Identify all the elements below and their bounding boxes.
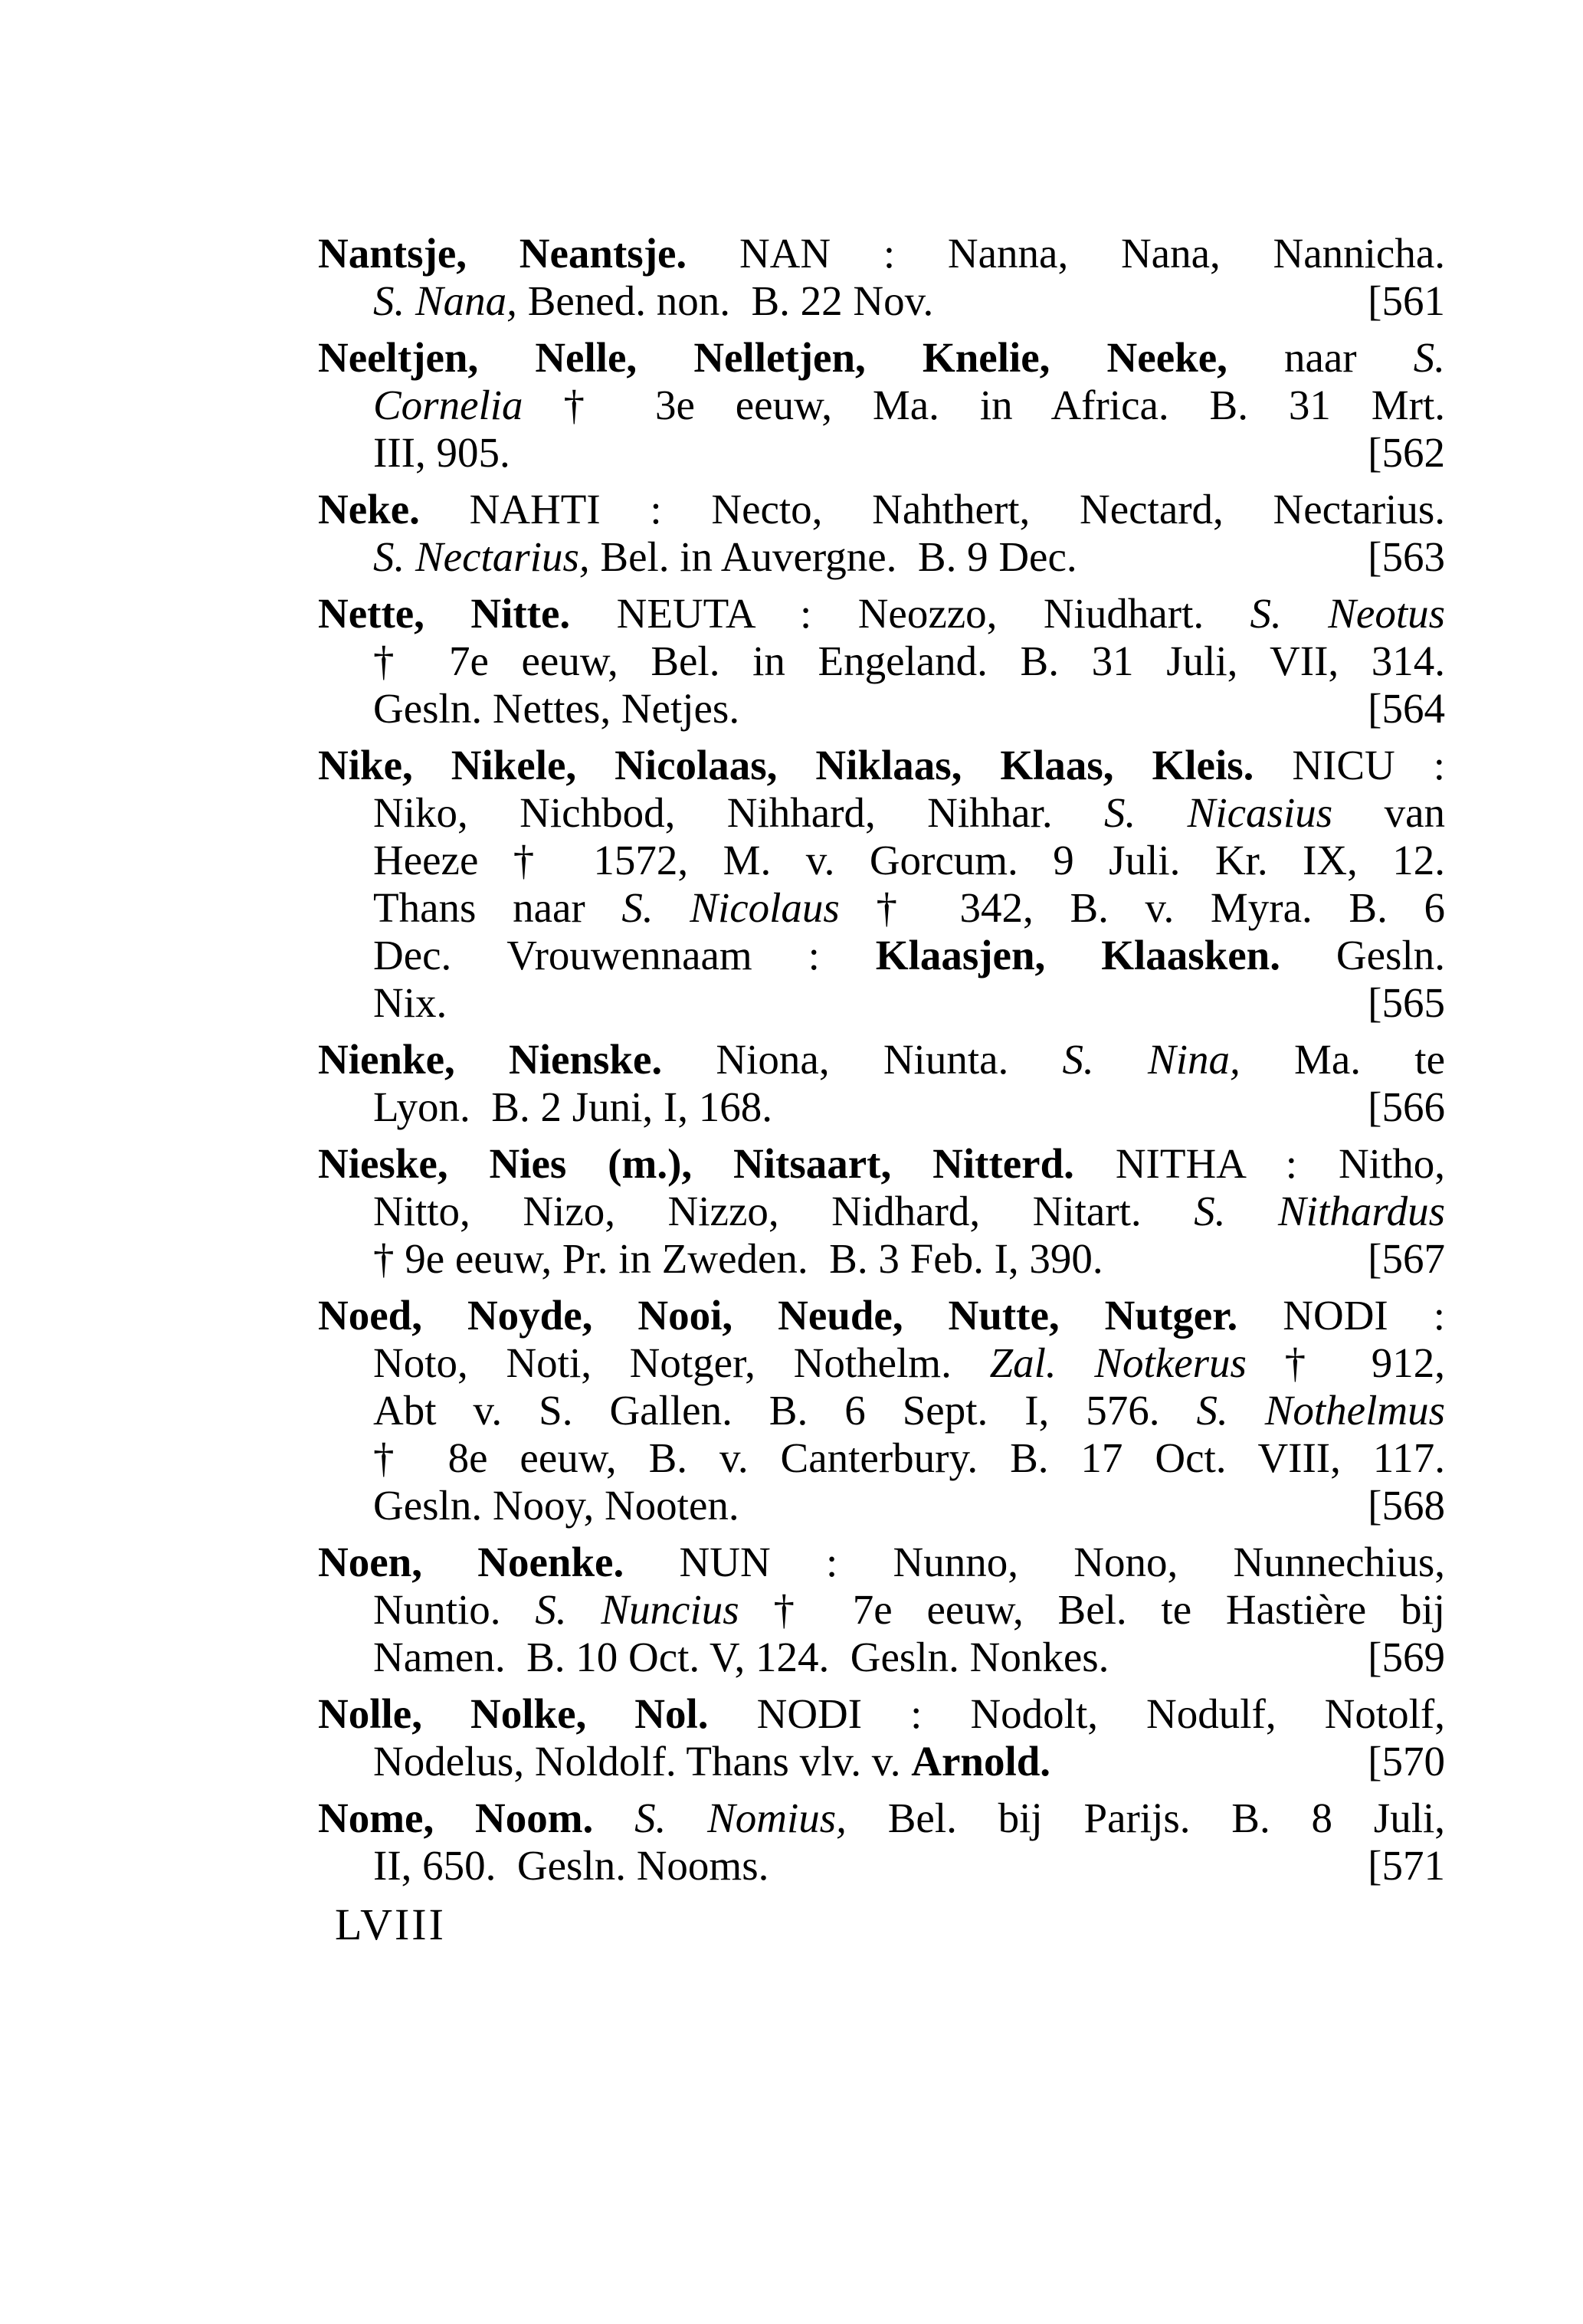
entry-ref-number: [565 [1368, 979, 1445, 1026]
entry-line-text [373, 382, 1445, 428]
entry-line-text [373, 1482, 739, 1529]
text-segment: Noed, Noyde, Nooi, Neude, Nutte, Nutger. [318, 1292, 1238, 1339]
entry-line-text [318, 230, 1445, 277]
text-segment: † 8e eeuw, B. v. Canterbury. B. 17 Oct. VIII, 117. [373, 1434, 1445, 1481]
text-segment: naar [1227, 334, 1414, 381]
dictionary-entry [318, 1140, 1445, 1283]
text-segment: Gesln. Nooy, Nooten. [373, 1482, 739, 1529]
entry-line-text [373, 277, 933, 325]
entry-line-text [373, 1387, 1445, 1434]
dictionary-entry [318, 1036, 1445, 1131]
text-segment: Cornelia [373, 382, 523, 428]
text-segment: Thans naar [373, 884, 622, 931]
entry-line-text [373, 1188, 1445, 1234]
text-segment: † 3e eeuw, Ma. in Africa. B. 31 Mrt. [523, 382, 1445, 428]
dictionary-entry [318, 590, 1445, 733]
text-segment: † 7e eeuw, Bel. in Engeland. B. 31 Juli, VII, 314. [373, 638, 1445, 684]
text-segment: III, 905. [373, 429, 510, 476]
entry-line [318, 1339, 1445, 1387]
entry-line [318, 230, 1445, 277]
text-segment: S. Nina, [1062, 1036, 1241, 1083]
entry-line-text [373, 1738, 1050, 1785]
entry-line [318, 685, 1445, 733]
entry-line-text [373, 1634, 1109, 1681]
text-segment: Namen. B. 10 Oct. V, 124. Gesln. Nonkes. [373, 1634, 1109, 1680]
entry-ref-number: [564 [1368, 685, 1445, 732]
entry-ref-number: [563 [1368, 533, 1445, 580]
entry-line-text [318, 742, 1445, 788]
text-segment: Nolle, Nolke, Nol. [318, 1690, 709, 1737]
text-segment: Gesln. Nettes, Netjes. [373, 685, 740, 732]
entry-line-text [318, 334, 1445, 381]
entry-line [318, 1387, 1445, 1434]
entry-line [318, 486, 1445, 533]
entry-line [318, 1482, 1445, 1529]
entry-ref-number: [569 [1368, 1634, 1445, 1680]
dictionary-entry [318, 1539, 1445, 1681]
text-segment: Klaasjen, Klaasken. [875, 932, 1281, 978]
entry-line-text [318, 486, 1445, 533]
text-segment: † 7e eeuw, Bel. te Hastière bij [739, 1586, 1446, 1633]
entry-line-text [373, 837, 1445, 883]
entry-line [318, 1634, 1445, 1681]
entry-line [318, 429, 1445, 477]
text-segment: Nike, Nikele, Nicolaas, Niklaas, Klaas, Kleis. [318, 742, 1254, 788]
text-segment: Bel. in Auvergne. B. 9 Dec. [589, 533, 1077, 580]
text-segment: † 912, [1246, 1339, 1445, 1386]
dictionary-entry [318, 1795, 1445, 1890]
text-segment: Dec. Vrouwennaam : [373, 932, 876, 978]
text-segment: Nitto, Nizo, Nizzo, Nidhard, Nitart. [373, 1188, 1195, 1234]
entry-line [318, 979, 1445, 1027]
entry-line-text [373, 1434, 1445, 1481]
text-segment: S. Nuncius [535, 1586, 739, 1633]
text-segment: S. Nectarius, [373, 533, 590, 580]
text-segment: Bel. bij Parijs. B. 8 Juli, [846, 1795, 1446, 1841]
entry-line-text [373, 1842, 769, 1890]
text-segment: NICU : [1254, 742, 1445, 788]
text-segment: NITHA : Nitho, [1073, 1140, 1445, 1187]
dictionary-entry [318, 1292, 1445, 1529]
text-segment: Zal. Notkerus [989, 1339, 1247, 1386]
text-segment: Arnold. [911, 1738, 1051, 1785]
entry-line-text [318, 590, 1445, 637]
entry-line-text [373, 1586, 1445, 1633]
entry-line [318, 1083, 1445, 1131]
text-segment: Noto, Noti, Notger, Nothelm. [373, 1339, 990, 1386]
entry-line-text [318, 1690, 1445, 1737]
entry-line [318, 837, 1445, 884]
entry-line [318, 1434, 1445, 1482]
text-segment: Bened. non. B. 22 Nov. [516, 277, 934, 324]
text-segment: S. Nithardus [1194, 1188, 1446, 1234]
entry-line [318, 1586, 1445, 1634]
text-segment: Nienke, Nienske. [318, 1036, 663, 1083]
dictionary-entry [318, 230, 1445, 325]
entry-line-text [318, 1036, 1445, 1083]
text-segment: Nome, Noom. [318, 1795, 594, 1841]
text-segment [593, 1795, 634, 1841]
entry-line [318, 1140, 1445, 1188]
entry-line [318, 638, 1445, 685]
entry-line [318, 1292, 1445, 1339]
text-segment: Abt v. S. Gallen. B. 6 Sept. I, 576. [373, 1387, 1197, 1434]
text-segment: van [1332, 789, 1445, 836]
dictionary-entries-block [318, 230, 1445, 1899]
text-segment: S. Nothelmus [1196, 1387, 1445, 1434]
entry-ref-number: [571 [1368, 1842, 1445, 1889]
entry-line [318, 334, 1445, 382]
entry-ref-number: [561 [1368, 277, 1445, 324]
entry-line-text [373, 979, 447, 1027]
entry-line-text [373, 1235, 1103, 1283]
entry-line-text [373, 533, 1077, 581]
footer-page-number: LVIII [335, 1900, 446, 1949]
entry-line [318, 1539, 1445, 1586]
text-segment: Noen, Noenke. [318, 1539, 624, 1585]
entry-line-text [373, 638, 1445, 684]
entry-ref-number: [568 [1368, 1482, 1445, 1529]
entry-line [318, 1795, 1445, 1842]
entry-line [318, 1842, 1445, 1890]
entry-line [318, 590, 1445, 638]
entry-line-text [318, 1292, 1445, 1339]
entry-line-text [373, 1339, 1445, 1386]
text-segment: S. Nicolaus [621, 884, 840, 931]
entry-line [318, 533, 1445, 581]
entry-line-text [318, 1795, 1445, 1841]
text-segment: Lyon. B. 2 Juni, I, 168. [373, 1083, 772, 1130]
text-segment: NEUTA : Neozzo, Niudhart. [570, 590, 1250, 637]
dictionary-entry [318, 486, 1445, 581]
text-segment: NUN : Nunno, Nono, Nunnechius, [624, 1539, 1445, 1585]
entry-line-text [373, 685, 739, 733]
text-segment: Nodelus, Noldolf. Thans vlv. v. [373, 1738, 912, 1785]
entry-line [318, 1690, 1445, 1738]
entry-line [318, 1036, 1445, 1083]
entry-line-text [373, 884, 1445, 931]
entry-line [318, 932, 1445, 979]
entry-line [318, 1188, 1445, 1235]
entry-line [318, 884, 1445, 932]
text-segment: Nix. [373, 979, 447, 1026]
text-segment: NODI : Nodolt, Nodulf, Notolf, [708, 1690, 1445, 1737]
entry-line-text [373, 1083, 772, 1131]
text-segment: Nantsje, Neantsje. [318, 230, 687, 277]
text-segment: S. Neotus [1250, 590, 1446, 637]
text-segment: S. Nicasius [1104, 789, 1333, 836]
entry-line-text [318, 1539, 1445, 1585]
text-segment: S. Nana, [373, 277, 517, 324]
entry-line [318, 1235, 1445, 1283]
text-segment: Niona, Niunta. [662, 1036, 1063, 1083]
text-segment: NAN : Nanna, Nana, Nannicha. [687, 230, 1445, 277]
dictionary-entry [318, 1690, 1445, 1785]
dictionary-entry [318, 334, 1445, 477]
entry-line-text [318, 1140, 1445, 1187]
entry-ref-number: [570 [1368, 1738, 1445, 1785]
text-segment: S. [1413, 334, 1446, 381]
entry-ref-number: [567 [1368, 1235, 1445, 1282]
entry-line [318, 382, 1445, 429]
dictionary-entry [318, 742, 1445, 1027]
text-segment: NAHTI : Necto, Nahthert, Nectard, Nectarius. [419, 486, 1445, 533]
entry-line-text [373, 789, 1445, 836]
entry-line-text [373, 429, 510, 477]
entry-ref-number: [566 [1368, 1083, 1445, 1130]
text-segment: II, 650. Gesln. Nooms. [373, 1842, 769, 1889]
text-segment: † 9e eeuw, Pr. in Zweden. B. 3 Feb. I, 390. [373, 1235, 1103, 1282]
text-segment: Nieske, Nies (m.), Nitsaart, Nitterd. [318, 1140, 1074, 1187]
text-segment: Heeze † 1572, M. v. Gorcum. 9 Juli. Kr. IX, 12. [373, 837, 1445, 883]
text-segment: Neeltjen, Nelle, Nelletjen, Knelie, Neeke, [318, 334, 1227, 381]
entry-line [318, 742, 1445, 789]
text-segment: Nette, Nitte. [318, 590, 571, 637]
entry-line [318, 1738, 1445, 1785]
text-segment: NODI : [1237, 1292, 1446, 1339]
text-segment: Niko, Nichbod, Nihhard, Nihhar. [373, 789, 1105, 836]
text-segment: † 342, B. v. Myra. B. 6 [839, 884, 1445, 931]
entry-ref-number: [562 [1368, 429, 1445, 476]
text-segment: Ma. te [1240, 1036, 1445, 1083]
text-segment: Gesln. [1280, 932, 1445, 978]
text-segment: S. Nomius, [634, 1795, 847, 1841]
text-segment: Nuntio. [373, 1586, 536, 1633]
text-segment: Neke. [318, 486, 420, 533]
entry-line [318, 277, 1445, 325]
entry-line-text [373, 932, 1445, 978]
entry-line [318, 789, 1445, 837]
